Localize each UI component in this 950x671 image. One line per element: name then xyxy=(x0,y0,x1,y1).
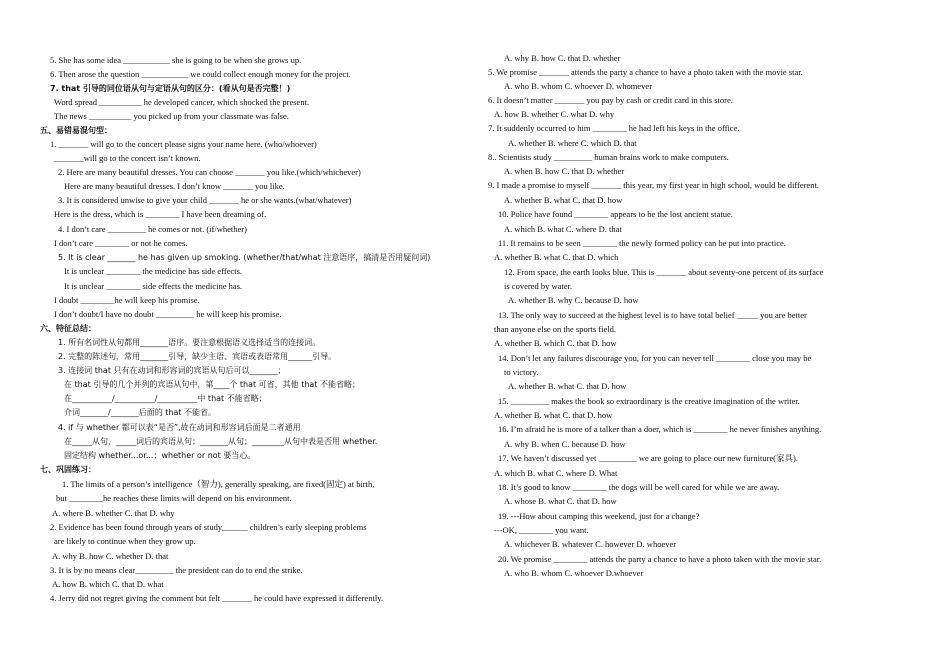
document-line: Here are many beautiful dresses. I don’t know _______ you like. xyxy=(64,181,285,191)
document-line: to victory. xyxy=(504,367,539,377)
document-line: 七、巩固练习： xyxy=(40,465,96,474)
document-line: 3. 连接词 that 只有在动词和形容词的宾语从句后可以_______； xyxy=(58,366,286,375)
document-line: _______will go to the concert isn’t known. xyxy=(54,153,201,163)
document-line: 2. 完整的陈述句，常用_______引导，缺少主语、宾语或表语常用______引导。 xyxy=(58,352,337,361)
document-line: 20. We promise ________ attends the party a chance to have a photo taken with the movie star. xyxy=(498,554,822,564)
document-line: are likely to continue when they grow up. xyxy=(54,536,196,546)
document-line: A. whether B. where C. which D. that xyxy=(508,138,637,148)
document-line: 2. Evidence has been found through years of study______ children’s early sleeping problems xyxy=(50,522,367,532)
document-line: 介词_______/_______后面的 that 不能省。 xyxy=(64,408,217,417)
document-line: 4. I don’t care _________ he comes or not. (if/whether) xyxy=(58,224,247,234)
document-line: A. how B. which C. that D. what xyxy=(52,579,164,589)
document-line: A. whose B. what C. that D. how xyxy=(504,496,617,506)
document-line: A. whether B. why C. because D. how xyxy=(508,295,639,305)
document-line: 1. _______ will go to the concert please signs your name here. (who/whoever) xyxy=(50,139,317,149)
document-line: I don’t care ________ or not he comes. xyxy=(54,238,188,248)
document-line: Word spread __________ he developed cancer, which shocked the present. xyxy=(54,97,310,107)
document-line: 13. The only way to succeed at the highest level is to have total belief _____ you are better xyxy=(498,310,807,320)
document-line: A. whether B. what C. that D. how xyxy=(504,195,623,205)
document-line: A. why B. how C. whether D. that xyxy=(52,551,169,561)
document-line: 5. It is clear _______ he has given up smoking. (whether/that/what 注意语序，搞清是否用疑问词) xyxy=(58,253,431,262)
document-line: I doubt ________he will keep his promise. xyxy=(54,295,200,305)
document-line: It is unclear ________ side effects the medicine has. xyxy=(64,281,243,291)
document-line: 8.. Scientists study _________ human brains work to make computers. xyxy=(488,152,729,162)
document-line: 5. We promise _______ attends the party a chance to have a photo taken with the movie star. xyxy=(488,67,803,77)
document-line: It is unclear ________ the medicine has side effects. xyxy=(64,266,243,276)
document-line: A. whether B. which C. that D. how xyxy=(494,338,617,348)
document-line: A. when B. how C. that D. whether xyxy=(504,166,625,176)
document-line: 10. Police have found ________ appears to be the lost ancient statue. xyxy=(498,209,733,219)
document-line: 7. It suddenly occurred to him ________ he had left his keys in the office. xyxy=(488,123,740,133)
document-line: 18. It’s good to know ________ the dogs will be well cared for while we are away. xyxy=(498,482,780,492)
document-line: 15. _________ makes the book so extraordinary is the creative imagination of the writer. xyxy=(498,396,800,406)
document-line: 在__________/__________/__________中 that 不能省略； xyxy=(64,394,267,403)
document-line: 固定结构 whether...or...；whether or not 要当心。 xyxy=(64,451,256,460)
document-line: 2. Here are many beautiful dresses. You can choose _______ you like.(which/whichever) xyxy=(58,167,361,177)
document-line: A. which B. what C. where D. What xyxy=(494,468,618,478)
document-line: I don’t doubt/I have no doubt _________ he will keep his promise. xyxy=(54,309,282,319)
document-line: 14. Don’t let any failures discourage you, for you can never tell ________ close you may be xyxy=(498,353,812,363)
document-line: 6. It doesn’t matter _______ you pay by cash or credit card in this store. xyxy=(488,95,733,105)
document-line: Here is the dress, which is ________ I have been dreaming of. xyxy=(54,209,267,219)
document-line: 4. if 与 whether 都可以表“是否”,故在动词和形容词后面是二者通用 xyxy=(58,423,301,432)
document-line: 11. It remains to be seen ________ the newly formed policy can be put into practice. xyxy=(498,238,786,248)
document-line: 7. that 引导的同位语从句与定语从句的区分：(看从句是否完整！) xyxy=(50,84,291,93)
document-line: 5. She has some idea ___________ she is going to be when she grows up. xyxy=(50,55,302,65)
document-line: 12. From space, the earth looks blue. This is _______ about seventy-one percent of its surface xyxy=(504,267,824,277)
document-line: 17. We haven’t discussed yet _________ we are going to place our new furniture(家具). xyxy=(498,453,798,463)
document-line: The news __________ you picked up from your classmate was false. xyxy=(54,111,289,121)
document-line: 6. Then arose the question ___________ we could collect enough money for the project. xyxy=(50,69,351,79)
document-line: 1. The limits of a person’s intelligence（智力), generally speaking, are fixed(固定) at birth, xyxy=(62,479,375,489)
document-line: but ________he reaches these limits will depend on his environment. xyxy=(56,493,292,503)
document-line: 六、特征总结： xyxy=(40,324,96,333)
document-line: A. who B. whom C. whoever D. whomever xyxy=(504,81,653,91)
document-line: 在_____从句，_____词后的宾语从句；_______从句；________从句中表是否用 whether. xyxy=(64,437,378,446)
document-line: 3. It is by no means clear_________ the president can do to end the strike. xyxy=(50,565,303,575)
document-line: 19. ---How about camping this weekend, just for a change? xyxy=(498,511,700,521)
document-line: A. why B. when C. because D. how xyxy=(504,439,626,449)
document-line: A. where B. whether C. that D. why xyxy=(52,508,175,518)
document-line: 五、易错易混句型： xyxy=(40,126,112,135)
document-line: 16. I’m afraid he is more of a talker than a doer, which is ________ he never finishes anything. xyxy=(498,424,822,434)
document-line: A. why B. how C. that D. whether xyxy=(504,53,621,63)
document-line: A. whether B. what C. that D. how xyxy=(508,381,627,391)
document-line: 在 that 引导的几个并列的宾语从句中，第____个 that 可省，其他 that 不能省略； xyxy=(64,380,360,389)
document-line: A. whether B. what C. that D. how xyxy=(494,410,613,420)
document-line: 1. 所有名词性从句都用_______语序。要注意根据语义选择适当的连接词。 xyxy=(58,338,321,347)
document-line: 4. Jerry did not regret giving the comment but felt _______ he could have expressed it differently. xyxy=(50,593,384,603)
document-line: 3. It is considered unwise to give your child _______ he or she wants.(what/whatever) xyxy=(58,195,352,205)
document-line: A. whether B. what C. that D. which xyxy=(494,252,619,262)
document-line: A. whichever B. whatever C. however D. whoever xyxy=(504,539,677,549)
document-line: ---OK, ________ you want. xyxy=(494,525,589,535)
document-line: is covered by water. xyxy=(504,281,572,291)
document-line: A. how B. whether C. what D. why xyxy=(494,109,615,119)
document-line: than anyone else on the sports field. xyxy=(494,324,617,334)
document-line: 9. I made a promise to myself _______ this year, my first year in high school, would be different. xyxy=(488,180,819,190)
document-line: A. which B. what C. where D. that xyxy=(504,224,622,234)
document-line: A. who B. whom C. whoever D.whoever xyxy=(504,568,644,578)
